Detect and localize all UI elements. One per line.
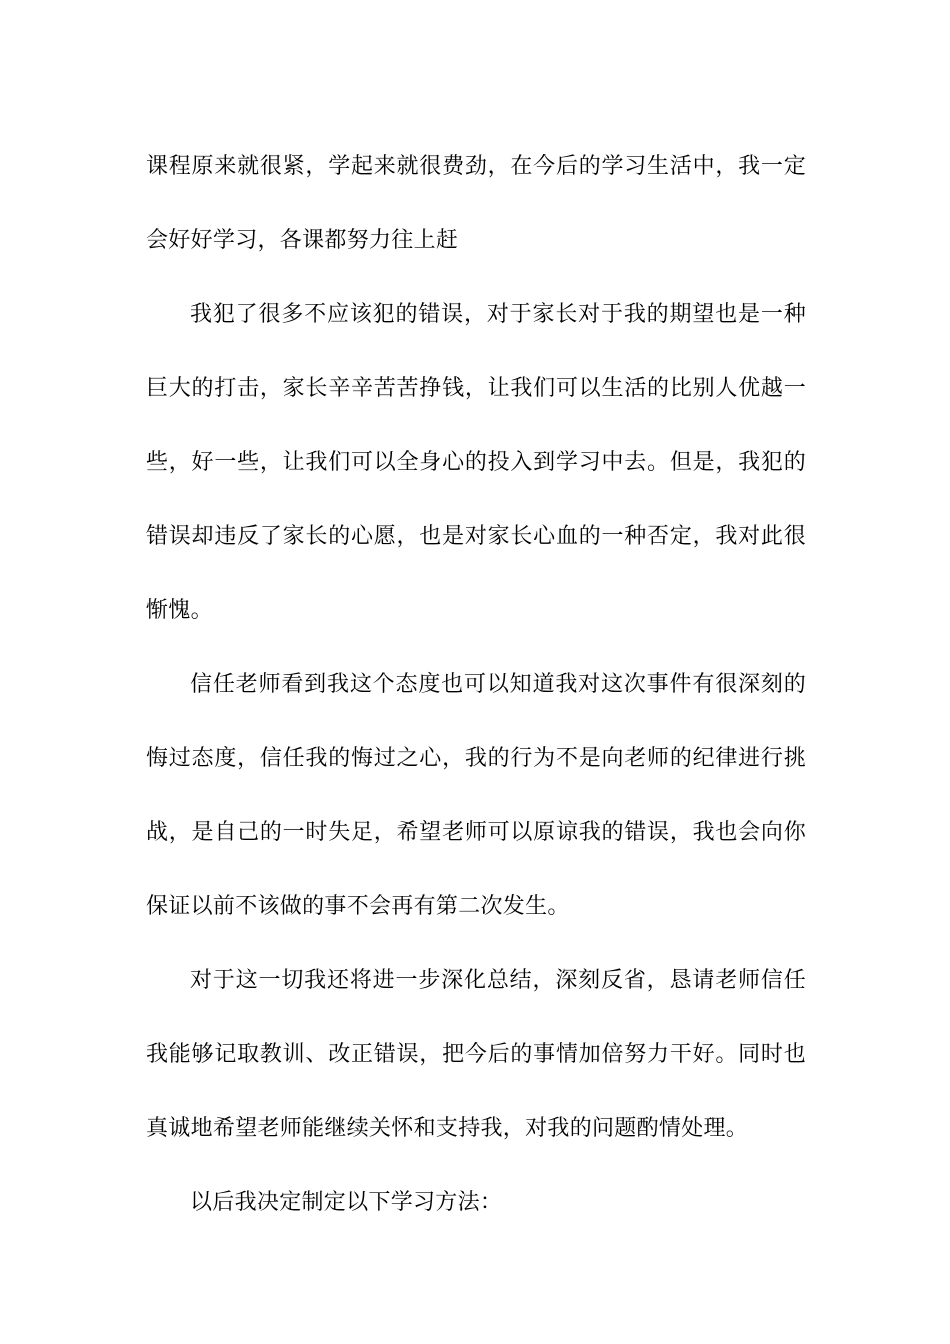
paragraph-5: 以后我决定制定以下学习方法： [190,1190,503,1215]
paragraph-3: 信任老师看到我这个态度也可以知道我对这次事件有很深刻的悔过态度，信任我的悔过之心，我的行为不是向老师的纪律进行挑战，是自己的一时失足，希望老师可以原谅我的错误，我也会向你保证以前不该做的事不会再有第二次发生。 [146,672,806,919]
paragraph-4: 对于这一切我还将进一步深化总结，深刻反省，恳请老师信任我能够记取教训、改正错误，把今后的事情加倍努力干好。同时也真诚地希望老师能继续关怀和支持我，对我的问题酌情处理。 [146,968,806,1141]
paragraph-2: 我犯了很多不应该犯的错误，对于家长对于我的期望也是一种巨大的打击，家长辛辛苦苦挣钱，让我们可以生活的比别人优越一些，好一些，让我们可以全身心的投入到学习中去。但是，我犯的错误却违反了家长的心愿，也是对家长心血的一种否定，我对此很惭愧。 [146,302,806,623]
paragraph-1: 课程原来就很紧，学起来就很费劲，在今后的学习生活中，我一定会好好学习，各课都努力往上赶 [146,154,806,253]
document-body [146,130,806,1240]
